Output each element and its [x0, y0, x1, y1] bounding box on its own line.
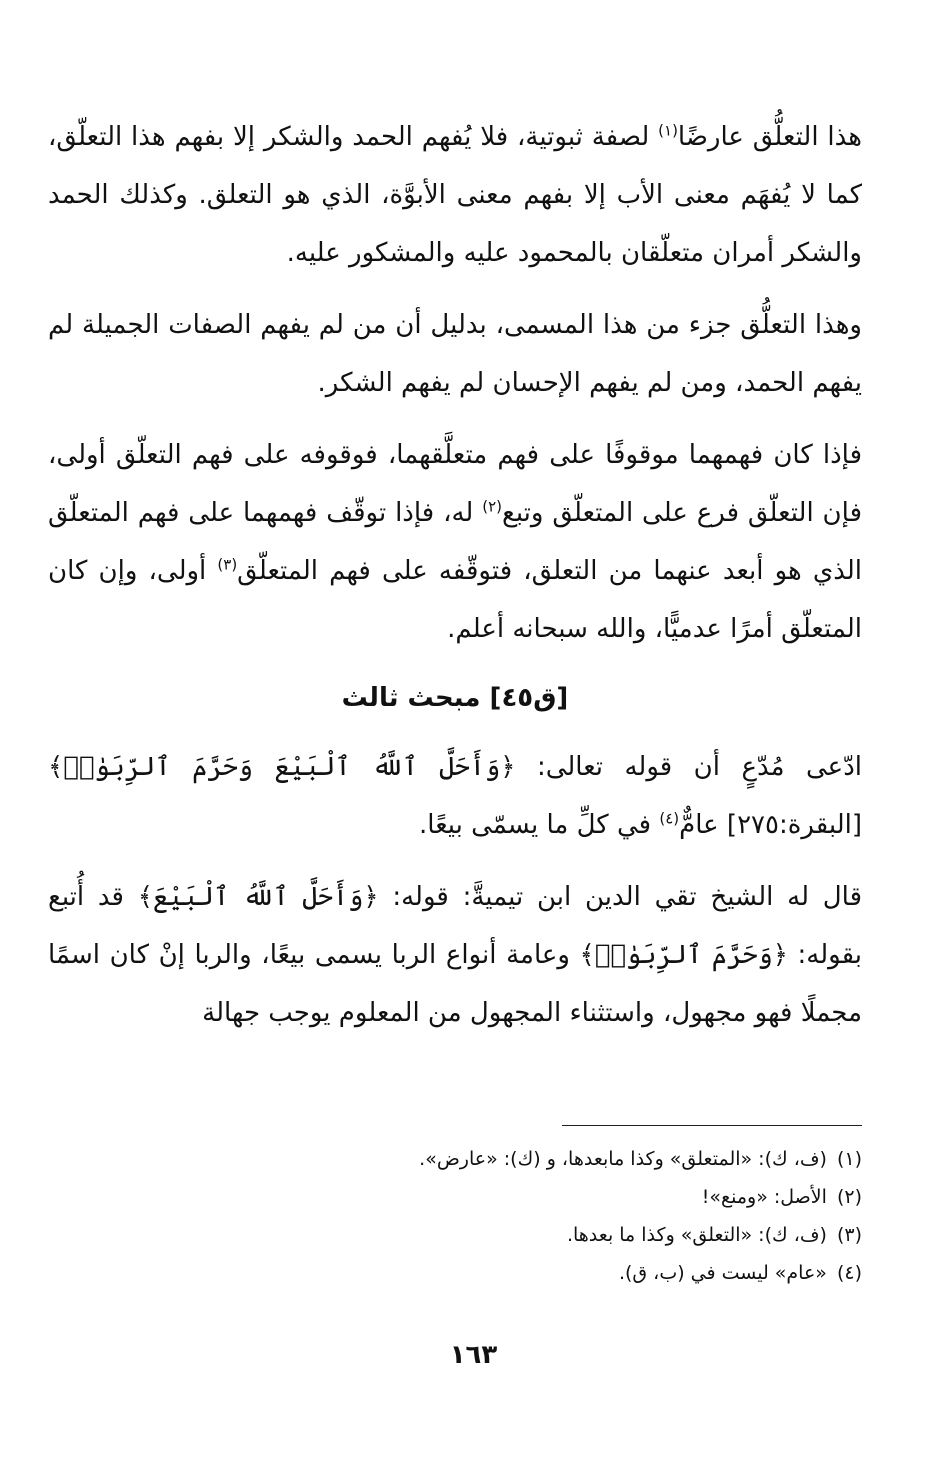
paragraph-5-text-a: قال له الشيخ تقي الدين ابن تيميةَّ: قوله:	[378, 882, 863, 912]
footnote-ref-2[interactable]: (٢)	[482, 497, 502, 516]
footnote-number: (٣)	[836, 1224, 862, 1246]
footnote-2	[102, 1178, 862, 1216]
quran-verse-1: ﴿وَأَحَلَّ ٱللَّهُ ٱلْبَيْعَ وَحَرَّمَ ٱلرِّبَوٰا۟﴾	[48, 752, 516, 782]
page-body	[48, 108, 862, 1056]
footnote-text: (ف، ك): «التعلق» وكذا ما بعدها.	[566, 1224, 827, 1246]
paragraph-5	[48, 868, 862, 1042]
surah-reference: [البقرة:٢٧٥]	[718, 810, 862, 840]
footnote-text: الأصل: «ومنع»!	[701, 1186, 827, 1208]
footnote-number: (١)	[836, 1148, 862, 1170]
footnotes	[102, 1140, 862, 1292]
quran-verse-3: ﴿وَحَرَّمَ ٱلرِّبَوٰا۟﴾	[579, 940, 788, 970]
footnote-number: (٤)	[836, 1262, 862, 1284]
paragraph-4	[48, 738, 862, 854]
footnote-ref-3[interactable]: (٣)	[217, 555, 238, 574]
page-number: ١٦٣	[449, 1340, 498, 1370]
paragraph-4-text-b: عامٌّ	[679, 810, 719, 840]
footnote-1	[102, 1140, 862, 1178]
footnote-divider	[562, 1125, 862, 1126]
paragraph-4-text-a: ادّعى مُدّعٍ أن قوله تعالى:	[515, 752, 862, 782]
paragraph-2-text: وهذا التعلُّق جزء من هذا المسمى، بدليل أن من لم يفهم الصفات الجميلة لم يفهم الحمد، ومن لم يفهم الإحسان لم يفهم الشكر.	[48, 310, 862, 398]
paragraph-3-text-a: فإذا كان فهمهما موقوفًا على فهم متعلَّقهما، فوقوفه على فهم التعلّق أولى، فإن التعلّق فرع على المتعلّق وتبع	[48, 440, 862, 528]
footnote-4	[102, 1254, 862, 1292]
paragraph-1	[48, 108, 862, 282]
footnote-ref-1[interactable]: (١)	[658, 121, 678, 140]
paragraph-3	[48, 426, 862, 658]
section-heading: [ق٤٥] مبحث ثالث	[341, 683, 569, 713]
paragraph-3-text-c: أولى، وإن كان المتعلّق أمرًا عدميًّا، والله سبحانه أعلم.	[48, 556, 862, 644]
footnote-text: «عام» ليست في (ب، ق).	[618, 1262, 827, 1284]
paragraph-1-text-b: لصفة ثبوتية، فلا يُفهم الحمد والشكر إلا بفهم هذا التعلّق، كما لا يُفهَم معنى الأب إلا بفهم معنى الأبوَّة، الذي هو التعلق. وكذلك الحمد والشكر أمران متعلّقان بالمحمود عليه والمشكور عليه.	[48, 122, 862, 268]
quran-verse-2: ﴿وَأَحَلَّ ٱللَّهُ ٱلْبَيْعَ﴾	[137, 882, 379, 912]
paragraph-3-text-b: له، فإذا توقّف فهمهما على فهم المتعلّق الذي هو أبعد عنهما من التعلق، فتوقّفه على فهم المتعلّق	[48, 498, 862, 586]
paragraph-5-text-b: قد أُتبع بقوله:	[48, 882, 862, 970]
footnote-number: (٢)	[836, 1186, 862, 1208]
footnote-3	[102, 1216, 862, 1254]
footnote-ref-4[interactable]: (٤)	[659, 809, 680, 828]
paragraph-4-text-c: في كلِّ ما يسمّى بيعًا.	[419, 810, 660, 840]
paragraph-2	[48, 296, 862, 412]
paragraph-1-text-a: هذا التعلُّق عارضًا	[677, 122, 862, 152]
paragraph-5-text-c: وعامة أنواع الربا يسمى بيعًا، والربا إنْ كان اسمًا مجملًا فهو مجهول، واستثناء المجهول من المعلوم يوجب جهالة	[48, 940, 862, 1028]
footnote-text: (ف، ك): «المتعلق» وكذا مابعدها، و (ك): «عارض».	[419, 1148, 827, 1170]
